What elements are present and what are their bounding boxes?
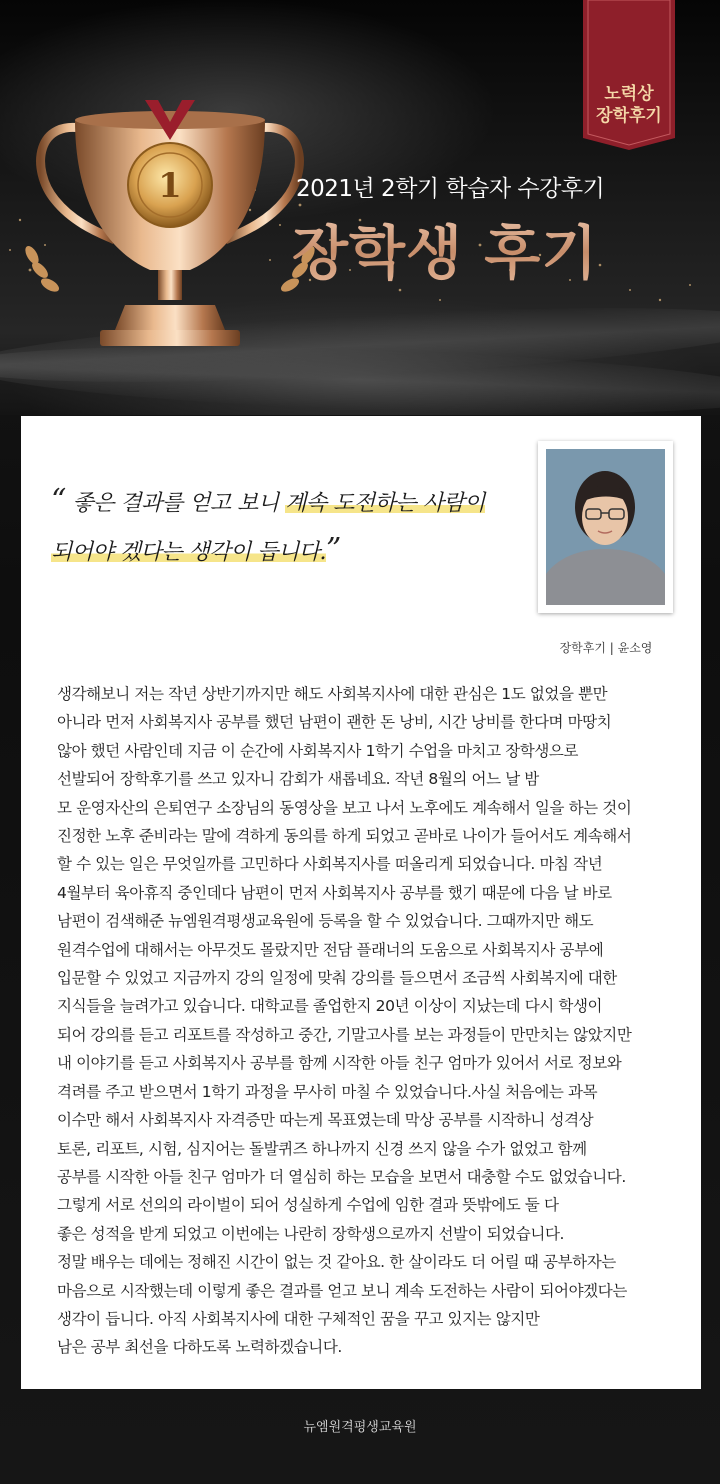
hero-banner <box>0 0 720 415</box>
review-body-line: 아니라 먼저 사회복지사 공부를 했던 남편이 괜한 돈 낭비, 시간 낭비를 한다며 마땅치 <box>57 713 612 732</box>
footer-org-name: 뉴엠원격평생교육원 <box>303 1420 417 1435</box>
trophy-icon <box>20 90 320 365</box>
review-body-line: 선발되어 장학후기를 쓰고 있자니 감회가 새롭네요. 작년 8월의 어느 날 밤 <box>57 770 539 789</box>
review-body-line: 원격수업에 대해서는 아무것도 몰랐지만 전담 플래너의 도움으로 사회복지사 공부에 <box>57 940 604 959</box>
close-quote-icon: ” <box>326 532 341 567</box>
reviewer-photo-frame <box>538 441 673 613</box>
badge-line-1: 노력상 <box>604 84 654 104</box>
reviewer-caption: 장학후기 | 윤소영 <box>559 641 653 655</box>
review-body-line: 모 운영자산의 은퇴연구 소장님의 동영상을 보고 나서 노후에도 계속해서 일을 하는 것이 <box>57 798 632 817</box>
badge-label <box>583 83 675 127</box>
review-body-line: 남은 공부 최선을 다하도록 노력하겠습니다. <box>57 1338 342 1357</box>
reviewer-photo <box>546 449 665 605</box>
review-body-line: 생각해보니 저는 작년 상반기까지만 해도 사회복지사에 대한 관심은 1도 없었을 뿐만 <box>57 685 608 703</box>
page-title: 장학생 후기 <box>292 206 598 290</box>
quote-text-plain: 좋은 결과를 얻고 보니 <box>72 491 286 516</box>
review-body-line: 이수만 해서 사회복지사 자격증만 따는게 목표였는데 막상 공부를 시작하니 성격상 <box>57 1111 594 1130</box>
open-quote-icon: “ <box>51 483 66 518</box>
person-portrait-icon <box>546 449 665 605</box>
review-body-line: 진정한 노후 준비라는 말에 격하게 동의를 하게 되었고 곧바로 나이가 들어서도 계속해서 <box>57 827 632 846</box>
review-body-line: 그렇게 서로 선의의 라이벌이 되어 성실하게 수업에 임한 결과 뜻밖에도 둘 다 <box>57 1196 559 1215</box>
review-body-line: 할 수 있는 일은 무엇일까를 고민하다 사회복지사를 떠올리게 되었습니다. 마침 작년 <box>57 855 603 874</box>
page-subtitle: 2021년 2학기 학습자 수강후기 <box>296 176 605 202</box>
quote-line-1 <box>51 478 521 527</box>
review-quote <box>51 478 521 576</box>
review-body-line: 정말 배우는 데에는 정해진 시간이 없는 것 같아요. 한 살이라도 더 어릴 때 공부하자는 <box>57 1253 616 1272</box>
quote-text-highlight: 계속 도전하는 사람이 <box>285 491 485 516</box>
review-body-line: 지식들을 늘려가고 있습니다. 대학교를 졸업한지 20년 이상이 지났는데 다시 학생이 <box>57 997 603 1016</box>
review-body <box>57 680 687 1362</box>
review-body-line: 되어 강의를 듣고 리포트를 작성하고 중간, 기말고사를 보는 과정들이 만만치는 않았지만 <box>57 1025 632 1044</box>
medal-number: 1 <box>158 166 182 206</box>
award-badge <box>583 0 675 150</box>
review-card <box>21 416 701 1389</box>
review-body-line: 좋은 성적을 받게 되었고 이번에는 나란히 장학생으로까지 선발이 되었습니다. <box>57 1224 565 1243</box>
review-body-line: 남편이 검색해준 뉴엠원격평생교육원에 등록을 할 수 있었습니다. 그때까지만 해도 <box>57 912 594 931</box>
review-body-line: 내 이야기를 듣고 사회복지사 공부를 함께 시작한 아들 친구 엄마가 있어서 서로 정보와 <box>57 1054 622 1073</box>
review-body-line: 토론, 리포트, 시험, 심지어는 돌발퀴즈 하나까지 신경 쓰지 않을 수가 없었고 함께 <box>57 1139 587 1158</box>
review-body-line: 공부를 시작한 아들 친구 엄마가 더 열심히 하는 모습을 보면서 대충할 수도 없었습니다. <box>57 1167 626 1186</box>
badge-line-2: 장학후기 <box>596 106 662 126</box>
quote-line-2 <box>51 527 521 576</box>
review-body-line: 마음으로 시작했는데 이렇게 좋은 결과를 얻고 보니 계속 도전하는 사람이 되어야겠다는 <box>57 1281 627 1300</box>
review-body-line: 않아 했던 사람인데 지금 이 순간에 사회복지사 1학기 수업을 마치고 장학생으로 <box>57 741 579 760</box>
review-body-line: 입문할 수 있었고 지금까지 강의 일정에 맞춰 강의를 들으면서 조금씩 사회복지에 대한 <box>57 969 617 988</box>
review-body-line: 생각이 듭니다. 아직 사회복지사에 대한 구체적인 꿈을 꾸고 있지는 않지만 <box>57 1309 540 1328</box>
review-body-line: 격려를 주고 받으면서 1학기 과정을 무사히 마칠 수 있었습니다.사실 처음에는 과목 <box>57 1082 598 1101</box>
quote-text-highlight: 되어야 겠다는 생각이 듭니다. <box>51 540 326 565</box>
review-body-line: 4월부터 육아휴직 중인데다 남편이 먼저 사회복지사 공부를 했기 때문에 다음 날 바로 <box>57 883 612 902</box>
